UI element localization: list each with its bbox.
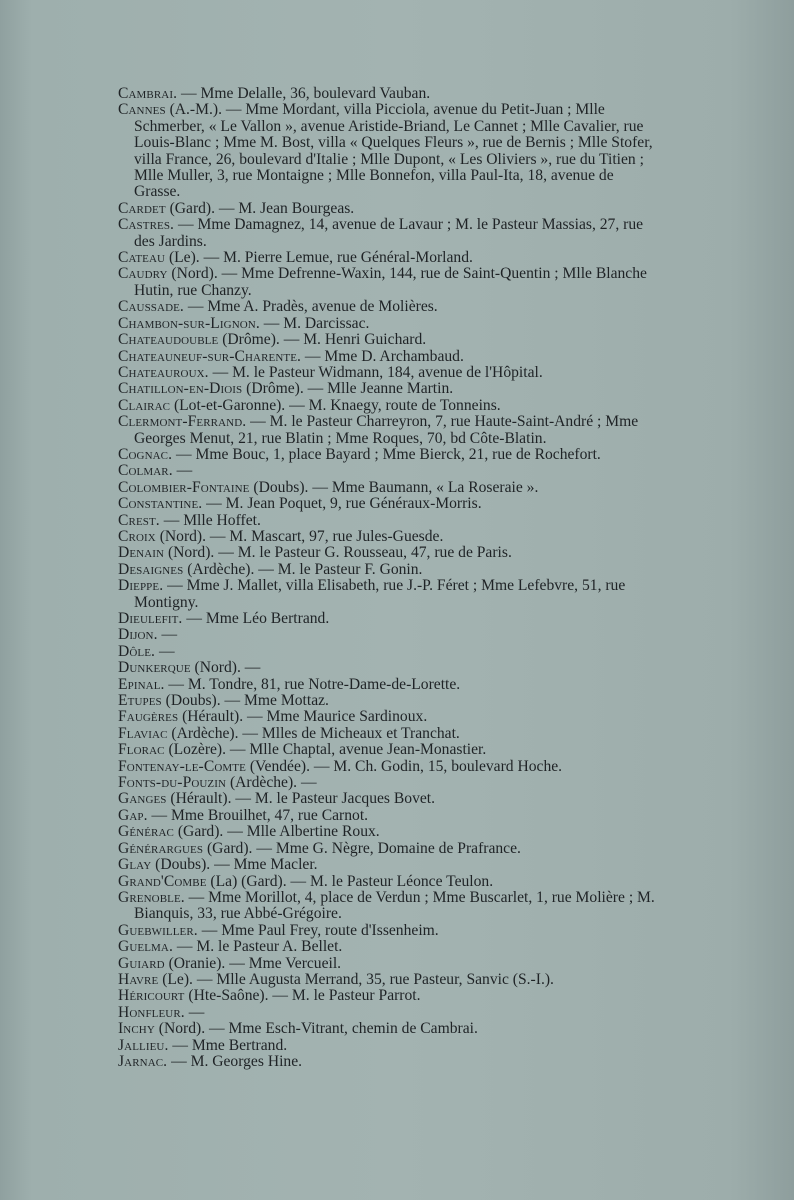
entry-department: (Ardèche). bbox=[183, 560, 255, 578]
entry-place: Grenoble. bbox=[118, 888, 185, 906]
entry-place: Constantine. bbox=[118, 495, 203, 513]
entry-contacts: — Mme Paul Frey, route d'Issenheim. bbox=[197, 921, 439, 939]
entry-contacts: — Mme Damagnez, 14, avenue de Lavaur ; M. le Pasteur Massias, 27, rue des Jardins. bbox=[134, 216, 644, 250]
entry-contacts: — Mme Bertrand. bbox=[168, 1036, 288, 1054]
entry-department: (Le). bbox=[165, 249, 200, 267]
directory-entry bbox=[118, 250, 658, 266]
directory-entry bbox=[118, 349, 658, 365]
directory-entry bbox=[118, 841, 658, 857]
entry-contacts: — Mme Defrenne-Waxin, 144, rue de Saint-Quentin ; Mlle Blanche Hutin, rue Chanzy. bbox=[134, 265, 647, 299]
directory-entry bbox=[118, 102, 658, 200]
directory-entry bbox=[118, 988, 658, 1004]
entry-department: (Nord). bbox=[190, 659, 241, 677]
address-directory bbox=[118, 86, 658, 1070]
entry-contacts: — Mme Vercueil. bbox=[225, 954, 342, 972]
entry-place: Honfleur. bbox=[118, 1003, 185, 1021]
directory-entry bbox=[118, 742, 658, 758]
directory-entry bbox=[118, 316, 658, 332]
entry-place: Faugères bbox=[118, 708, 179, 726]
directory-entry bbox=[118, 644, 658, 660]
directory-entry bbox=[118, 299, 658, 315]
entry-department: (Oranie). bbox=[164, 954, 226, 972]
entry-contacts: — M. le Pasteur Charreyron, 7, rue Haute-Saint-André ; Mme Georges Menut, 21, rue Blatin ; Mme Roques, 70, bd Côte-Blatin. bbox=[134, 413, 639, 447]
directory-entry bbox=[118, 578, 658, 611]
directory-entry bbox=[118, 857, 658, 873]
directory-entry bbox=[118, 709, 658, 725]
directory-entry bbox=[118, 447, 658, 463]
entry-contacts: — Mme Mordant, villa Picciola, avenue du Petit-Juan ; Mlle Schmerber, « Le Vallon », avenue Aristide-Briand, Le Cannet ; Mlle Cavalier, rue Louis-Blanc ; Mme M. Bost, villa « Quelques Fleurs », rue de Bernis ; Mlle Stofer, villa France, 26, boulevard d'Italie ; Mlle Dupont, « Les Oliviers », rue du Titien ; Mlle Muller, 3, rue Montaigne ; Mlle Bonnefon, villa Paul-Ita, 18, avenue de Grasse. bbox=[134, 101, 653, 201]
entry-contacts: — M. Georges Hine. bbox=[167, 1052, 303, 1070]
entry-contacts: — Mme Delalle, 36, boulevard Vauban. bbox=[177, 85, 431, 102]
entry-contacts: — bbox=[240, 659, 261, 677]
entry-department: (Drôme). bbox=[242, 380, 304, 398]
entry-place: Chateauneuf-sur-Charente. bbox=[118, 347, 302, 365]
entry-contacts: — Mlle Jeanne Martin. bbox=[303, 380, 454, 398]
directory-entry bbox=[118, 414, 658, 447]
entry-place: Dijon. bbox=[118, 626, 158, 644]
entry-department: (Hérault). bbox=[178, 708, 244, 726]
entry-contacts: — Mlle Albertine Roux. bbox=[223, 823, 380, 841]
directory-entry bbox=[118, 398, 658, 414]
entry-contacts: — bbox=[297, 774, 317, 792]
entry-contacts: — Mlle Chaptal, avenue Jean-Monastier. bbox=[226, 741, 487, 759]
directory-entry bbox=[118, 480, 658, 496]
entry-place: Croix bbox=[118, 527, 156, 545]
directory-entry bbox=[118, 775, 658, 791]
entry-place: Colmar. bbox=[118, 462, 173, 480]
entry-place: Epinal. bbox=[118, 675, 165, 693]
entry-place: Clairac bbox=[118, 396, 171, 414]
entry-place: Fonts-du-Pouzin bbox=[118, 774, 227, 792]
entry-place: Desaignes bbox=[118, 560, 184, 578]
directory-entry bbox=[118, 365, 658, 381]
entry-contacts: — Mme D. Archambaud. bbox=[301, 347, 464, 365]
entry-department: (Gard). bbox=[203, 839, 253, 857]
directory-entry bbox=[118, 824, 658, 840]
entry-department: (Doubs). bbox=[249, 478, 309, 496]
entry-department: (Gard). bbox=[173, 823, 224, 841]
entry-department: (Nord). bbox=[167, 265, 218, 283]
directory-entry bbox=[118, 332, 658, 348]
directory-entry bbox=[118, 693, 658, 709]
directory-entry bbox=[118, 266, 658, 299]
entry-place: Denain bbox=[118, 544, 165, 562]
entry-contacts: — bbox=[184, 1003, 205, 1021]
entry-place: Crest. bbox=[118, 511, 160, 529]
directory-entry bbox=[118, 874, 658, 890]
entry-department: (Ardèche). bbox=[226, 774, 298, 792]
directory-entry bbox=[118, 217, 658, 250]
entry-contacts: — Mme Brouilhet, 47, rue Carnot. bbox=[147, 806, 369, 824]
entry-place: Glay bbox=[118, 856, 152, 874]
directory-entry bbox=[118, 86, 658, 102]
entry-department: (Ardèche). bbox=[167, 724, 239, 742]
entry-department: (Lozère). bbox=[164, 741, 227, 759]
entry-place: Chatillon-en-Diois bbox=[118, 380, 243, 398]
entry-place: Héricourt bbox=[118, 987, 185, 1005]
entry-contacts: — Mme J. Mallet, villa Elisabeth, rue J.-P. Féret ; Mme Lefebvre, 51, rue Montigny. bbox=[134, 577, 626, 611]
entry-contacts: — M. le Pasteur Léonce Teulon. bbox=[286, 872, 494, 890]
entry-place: Fontenay-le-Comte bbox=[118, 757, 246, 775]
directory-entry bbox=[118, 939, 658, 955]
entry-contacts: — M. Mascart, 97, rue Jules-Guesde. bbox=[206, 527, 444, 545]
entry-contacts: — M. Ch. Godin, 15, boulevard Hoche. bbox=[310, 757, 563, 775]
entry-place: Dieppe. bbox=[118, 577, 164, 595]
entry-contacts: — Mme Baumann, « La Roseraie ». bbox=[308, 478, 539, 496]
entry-department: (A.-M.). bbox=[165, 101, 222, 119]
directory-entry bbox=[118, 1005, 658, 1021]
directory-entry bbox=[118, 611, 658, 627]
directory-entry bbox=[118, 791, 658, 807]
entry-place: Générac bbox=[118, 823, 174, 841]
directory-entry bbox=[118, 1021, 658, 1037]
entry-place: Castres. bbox=[118, 216, 175, 234]
entry-place: Havre bbox=[118, 970, 159, 988]
entry-place: Dôle. bbox=[118, 642, 156, 660]
entry-place: Chateauroux. bbox=[118, 363, 209, 381]
entry-contacts: — M. le Pasteur Parrot. bbox=[268, 987, 421, 1005]
directory-entry bbox=[118, 956, 658, 972]
entry-department: (Gard). bbox=[165, 199, 216, 217]
entry-contacts: — Mme Maurice Sardinoux. bbox=[243, 708, 428, 726]
entry-contacts: — Mme A. Pradès, avenue de Molières. bbox=[183, 298, 438, 316]
entry-place: Florac bbox=[118, 741, 165, 759]
entry-contacts: — bbox=[157, 626, 178, 644]
entry-contacts: — M. Darcissac. bbox=[259, 314, 370, 332]
entry-contacts: — M. le Pasteur F. Gonin. bbox=[254, 560, 423, 578]
entry-contacts: — bbox=[155, 642, 175, 660]
entry-place: Dunkerque bbox=[118, 659, 191, 677]
entry-place: Colombier-Fontaine bbox=[118, 478, 250, 496]
directory-entry bbox=[118, 496, 658, 512]
entry-contacts: — M. Jean Bourgeas. bbox=[215, 199, 355, 217]
entry-contacts: — M. le Pasteur Widmann, 184, avenue de l'Hôpital. bbox=[208, 363, 543, 381]
entry-contacts: — Mlle Augusta Merrand, 35, rue Pasteur, Sanvic (S.-I.). bbox=[192, 970, 554, 988]
directory-entry bbox=[118, 923, 658, 939]
entry-contacts: — Mme G. Nègre, Domaine de Prafrance. bbox=[252, 839, 521, 857]
entry-contacts: — M. Henri Guichard. bbox=[279, 331, 427, 349]
entry-contacts: — M. le Pasteur Jacques Bovet. bbox=[231, 790, 436, 808]
entry-contacts: — M. Tondre, 81, rue Notre-Dame-de-Lorette. bbox=[164, 675, 461, 693]
directory-entry bbox=[118, 545, 658, 561]
entry-contacts: — Mlles de Micheaux et Tranchat. bbox=[238, 724, 460, 742]
entry-department: (Doubs). bbox=[151, 856, 211, 874]
entry-place: Gap. bbox=[118, 806, 148, 824]
entry-place: Etupes bbox=[118, 692, 162, 710]
entry-contacts: — Mme Esch-Vitrant, chemin de Cambrai. bbox=[205, 1020, 478, 1038]
entry-contacts: — Mlle Hoffet. bbox=[159, 511, 261, 529]
directory-entry bbox=[118, 529, 658, 545]
entry-place: Clermont-Ferrand. bbox=[118, 413, 247, 431]
entry-contacts: — M. le Pasteur G. Rousseau, 47, rue de Paris. bbox=[214, 544, 512, 562]
entry-place: Cognac. bbox=[118, 445, 173, 463]
directory-entry bbox=[118, 972, 658, 988]
entry-contacts: — Mme Macler. bbox=[210, 856, 318, 874]
entry-place: Cambrai. bbox=[118, 85, 178, 102]
entry-place: Caussade. bbox=[118, 298, 184, 316]
entry-department: (Le). bbox=[158, 970, 193, 988]
entry-department: (Nord). bbox=[164, 544, 215, 562]
directory-entry bbox=[118, 201, 658, 217]
directory-entry bbox=[118, 1038, 658, 1054]
entry-place: Cardet bbox=[118, 199, 166, 217]
entry-place: Dieulefit. bbox=[118, 610, 183, 627]
entry-place: Flaviac bbox=[118, 724, 168, 742]
entry-place: Inchy bbox=[118, 1020, 155, 1038]
entry-contacts: — Mme Bouc, 1, place Bayard ; Mme Bierck, 21, rue de Rochefort. bbox=[172, 445, 601, 463]
entry-place: Grand'Combe bbox=[118, 872, 207, 890]
directory-entry bbox=[118, 759, 658, 775]
directory-entry bbox=[118, 808, 658, 824]
entry-department: (La) (Gard). bbox=[206, 872, 287, 890]
entry-place: Caudry bbox=[118, 265, 168, 283]
entry-contacts: — bbox=[172, 462, 193, 480]
directory-entry bbox=[118, 463, 658, 479]
entry-place: Guebwiller. bbox=[118, 921, 198, 939]
entry-contacts: — M. Jean Poquet, 9, rue Généraux-Morris. bbox=[202, 495, 482, 513]
entry-place: Guiard bbox=[118, 954, 165, 972]
entry-place: Cateau bbox=[118, 249, 166, 267]
entry-place: Jarnac. bbox=[118, 1052, 168, 1070]
directory-entry bbox=[118, 677, 658, 693]
directory-entry bbox=[118, 660, 658, 676]
entry-contacts: — Mme Mottaz. bbox=[220, 692, 329, 710]
entry-place: Ganges bbox=[118, 790, 167, 808]
entry-contacts: — Mme Morillot, 4, place de Verdun ; Mme Buscarlet, 1, rue Molière ; M. Bianquis, 33, rue Abbé-Grégoire. bbox=[134, 888, 655, 923]
directory-entry bbox=[118, 1054, 658, 1070]
entry-contacts: — Mme Léo Bertrand. bbox=[182, 610, 330, 627]
entry-department: (Lot-et-Garonne). bbox=[170, 396, 286, 414]
entry-contacts: — M. Knaegy, route de Tonneins. bbox=[285, 396, 501, 414]
entry-contacts: — M. le Pasteur A. Bellet. bbox=[172, 938, 343, 956]
entry-department: (Hérault). bbox=[166, 790, 232, 808]
entry-place: Générargues bbox=[118, 839, 204, 857]
entry-department: (Vendée). bbox=[245, 757, 310, 775]
entry-department: (Hte-Saône). bbox=[184, 987, 269, 1005]
entry-department: (Drôme). bbox=[218, 331, 280, 349]
directory-entry bbox=[118, 381, 658, 397]
entry-place: Chambon-sur-Lignon. bbox=[118, 314, 260, 332]
entry-place: Jallieu. bbox=[118, 1036, 169, 1054]
directory-entry bbox=[118, 562, 658, 578]
entry-department: (Nord). bbox=[155, 527, 207, 545]
entry-contacts: — M. Pierre Lemue, rue Général-Morland. bbox=[199, 249, 473, 267]
directory-entry bbox=[118, 513, 658, 529]
entry-place: Guelma. bbox=[118, 938, 173, 956]
directory-entry bbox=[118, 890, 658, 923]
directory-entry bbox=[118, 726, 658, 742]
entry-department: (Doubs). bbox=[161, 692, 221, 710]
directory-entry bbox=[118, 627, 658, 643]
entry-place: Chateaudouble bbox=[118, 331, 219, 349]
entry-place: Cannes bbox=[118, 101, 166, 119]
entry-department: (Nord). bbox=[154, 1020, 206, 1038]
